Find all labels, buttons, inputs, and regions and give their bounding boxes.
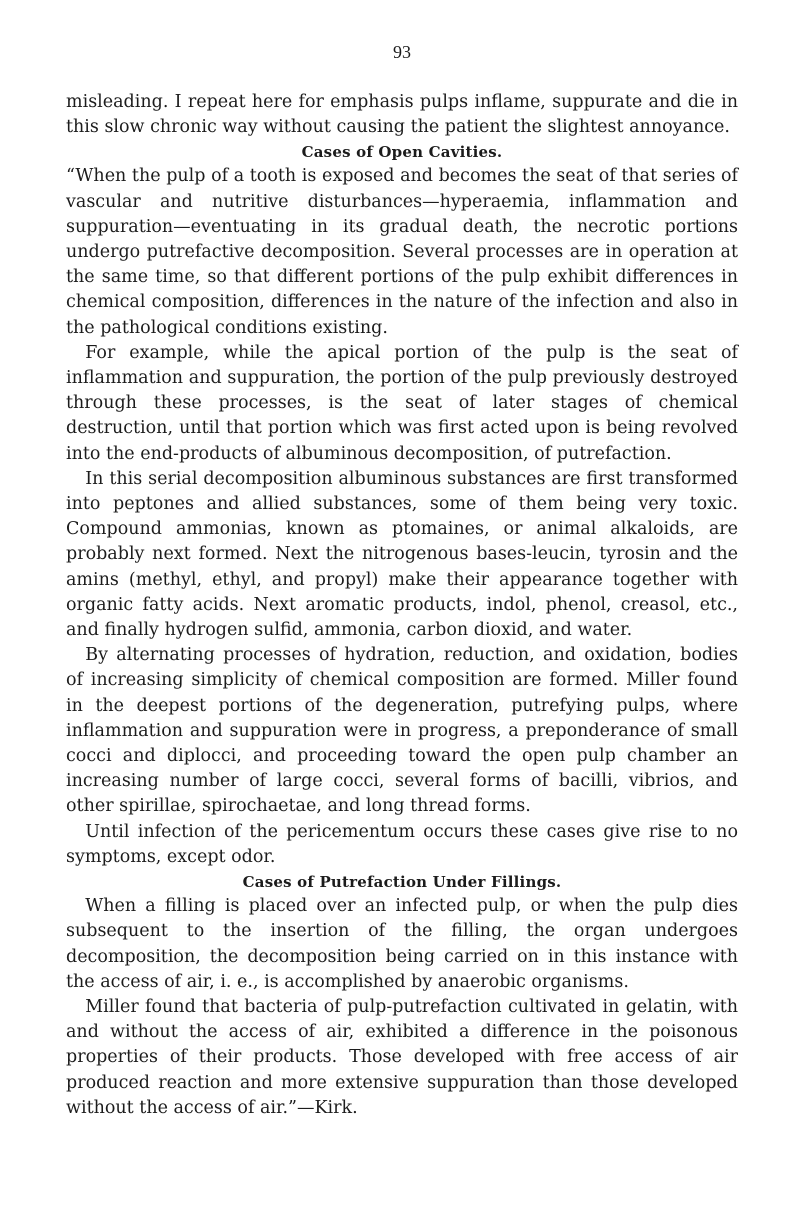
section-heading: Cases of Open Cavities. [301, 143, 503, 162]
paragraph: “When the pulp of a tooth is exposed and becomes the seat of that series of vascular and nutritive disturbances—hyperaemia, inflammation and suppuration—eventuating in its gradual death, the necrotic portions undergo putrefactive decomposition. Several processes are in operation at the same time, so that different portions of the pulp exhibit differences in chemical composition, differences in the nature of the infection and also in the pathological conditions existing. [66, 166, 738, 338]
paragraph: Miller found that bacteria of pulp-putrefaction cultivated in gelatin, with and without the access of air, exhibited a difference in the poisonous properties of their products. Those developed with free access of air produced reaction and more extensive suppuration than those developed without the access of air.”—Kirk. [66, 996, 738, 1118]
paragraph: misleading. I repeat here for emphasis pulps inflame, suppurate and die in this slow chronic way without causing the patient the slightest annoyance. [66, 92, 738, 138]
section-heading: Cases of Putrefaction Under Fillings. [242, 873, 562, 892]
paragraph: By alternating processes of hydration, reduction, and oxidation, bodies of increasing simplicity of chemical composition are formed. Miller found in the deepest portions of the degeneration, putrefying pulps, where inflammation and suppuration were in progress, a preponderance of small cocci and diplocci, and proceeding toward the open pulp chamber an increasing number of large cocci, several forms of bacilli, vibrios, and other spirillae, spirochaetae, and long thread forms. [66, 645, 738, 817]
page-number: 93 [393, 42, 411, 62]
paragraph: Until infection of the pericementum occurs these cases give rise to no symptoms, except odor. [66, 821, 738, 867]
paragraph: For example, while the apical portion of the pulp is the seat of inflammation and suppuration, the portion of the pulp previously destroyed through these processes, is the seat of later stages of chemical destruction, until that portion which was first acted upon is being revolved into the end-products of albuminous decomposition, of putrefaction. [66, 342, 738, 464]
paragraph: When a filling is placed over an infected pulp, or when the pulp dies subsequent to the insertion of the filling, the organ undergoes decomposition, the decomposition being carried on in this instance with the access of air, i. e., is accomplished by anaerobic organisms. [66, 896, 738, 992]
paragraph: In this serial decomposition albuminous substances are first transformed into peptones and allied substances, some of them being very toxic. Compound ammonias, known as ptomaines, or animal alkaloids, are probably next formed. Next the nitrogenous bases-leucin, tyrosin and the amins (methyl, ethyl, and propyl) make their appearance together with organic fatty acids. Next aromatic products, indol, phenol, creasol, etc., and finally hydrogen sulfid, ammonia, carbon dioxid, and water. [66, 468, 738, 641]
book-page [66, 40, 738, 1121]
